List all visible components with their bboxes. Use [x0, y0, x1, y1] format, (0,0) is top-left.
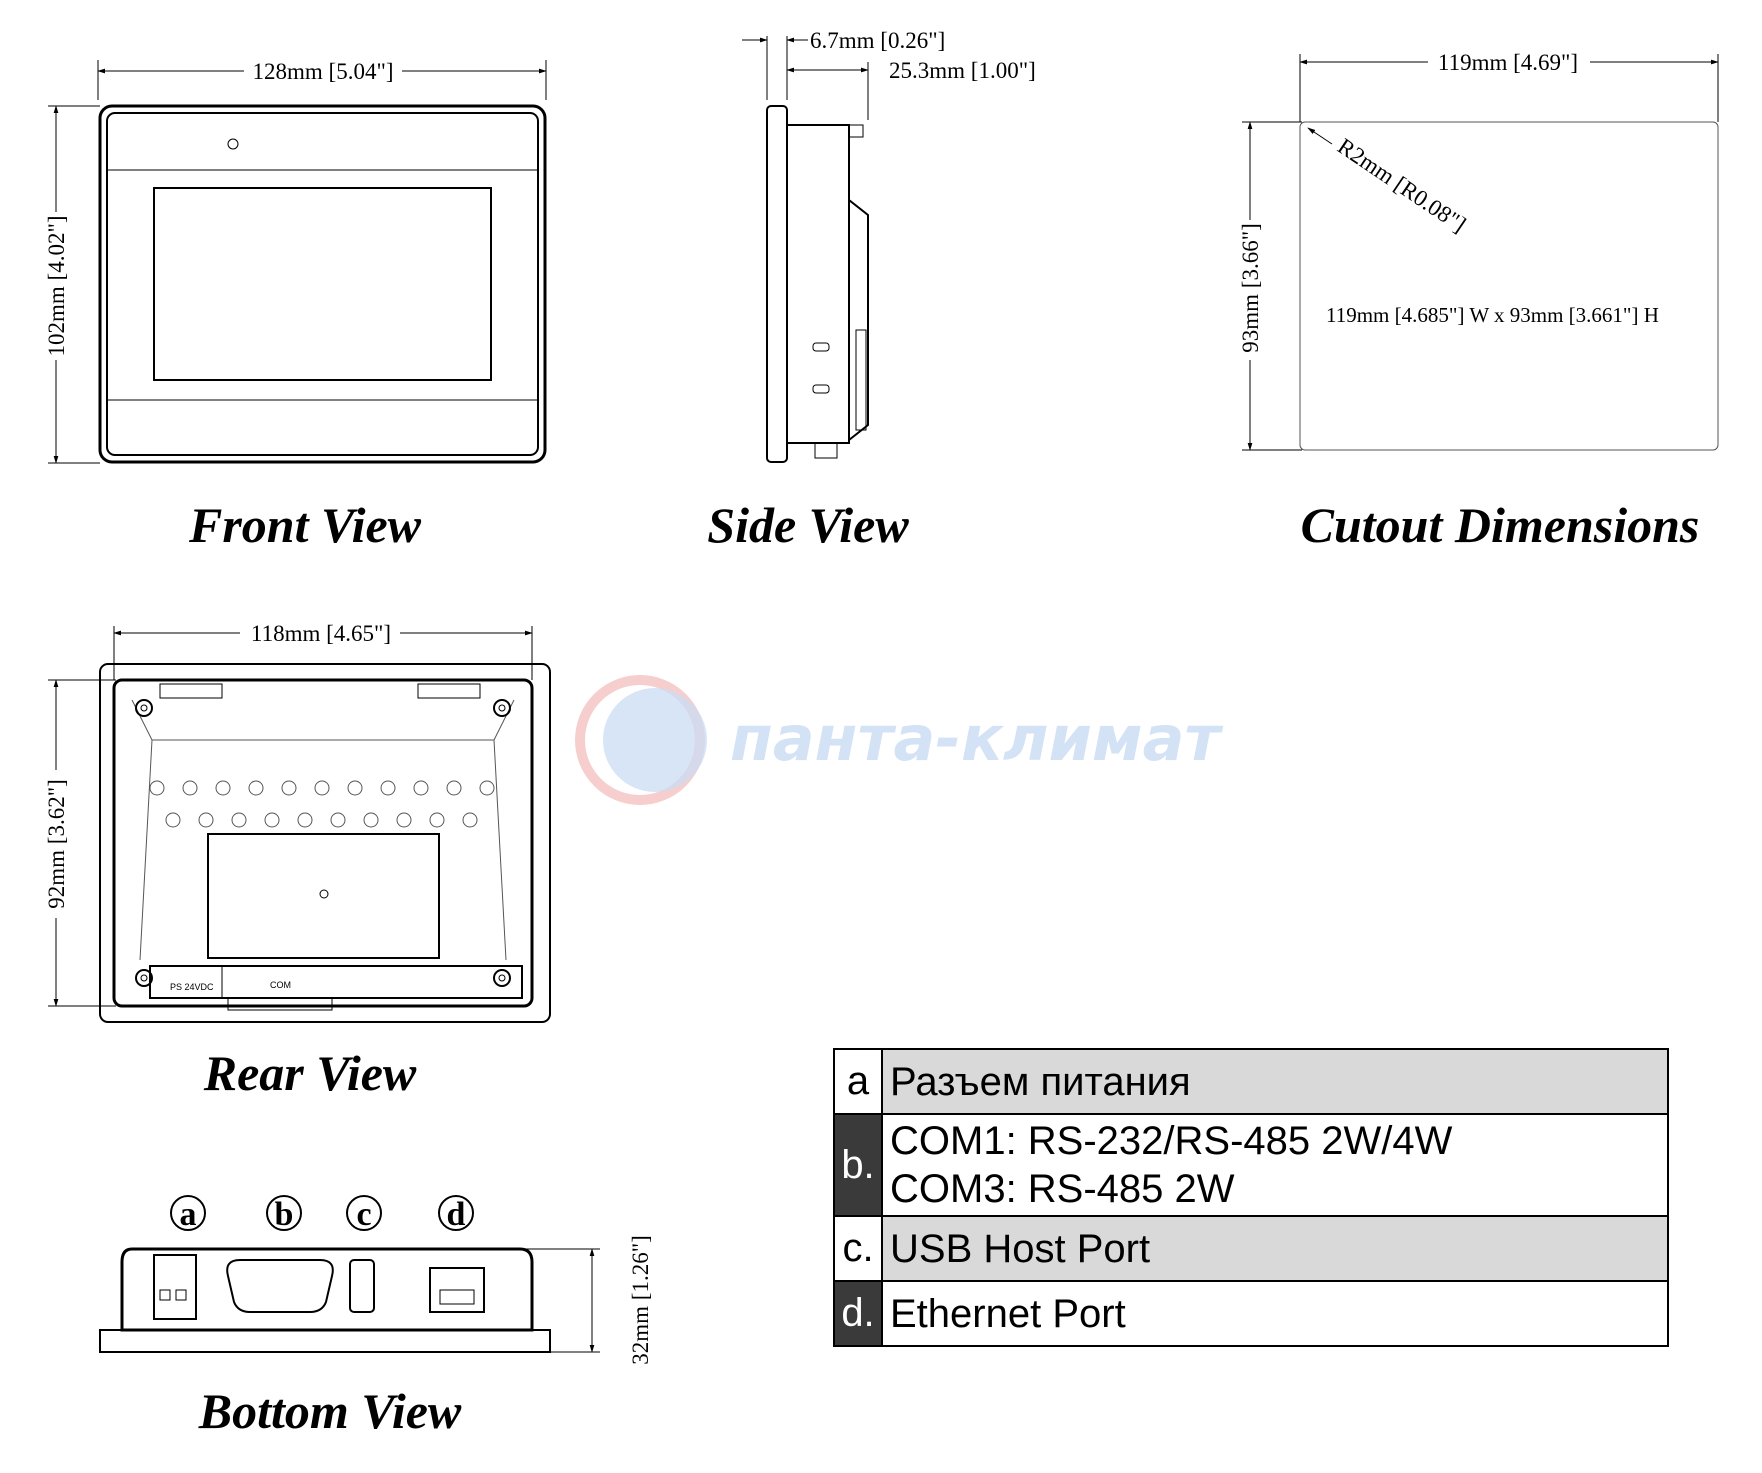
front-width-label: 128mm [5.04"] [252, 59, 394, 84]
legend-row-c [834, 1216, 1668, 1281]
cutout-size-label: 119mm [4.685"] W x 93mm [3.661"] H [1326, 303, 1659, 327]
rear-view [44, 621, 550, 1101]
legend-value-b [882, 1114, 1668, 1216]
legend-value-b-line-1: COM1: RS-232/RS-485 2W/4W [890, 1119, 1453, 1163]
vent-hole [166, 813, 180, 827]
front-view [44, 59, 546, 553]
vent-hole [348, 781, 362, 795]
watermark-text: панта-климат [730, 702, 1221, 775]
bottom-height-label: 32mm [1.26"] [628, 1235, 653, 1365]
legend-value-b-line-2: COM3: RS-485 2W [890, 1167, 1235, 1211]
rear-width-label: 118mm [4.65"] [250, 621, 392, 646]
cutout-radius-label: R2mm [R0.08"] [1333, 133, 1471, 238]
vent-hole [298, 813, 312, 827]
legend-value-d: Ethernet Port [882, 1281, 1668, 1346]
side-view [707, 28, 1035, 553]
vent-hole [199, 813, 213, 827]
watermark [580, 680, 1223, 800]
vent-hole [447, 781, 461, 795]
cutout-caption: Cutout Dimensions [1300, 497, 1700, 553]
rear-height-label: 92mm [3.62"] [44, 779, 69, 909]
legend-row-b [834, 1114, 1668, 1216]
vent-hole [331, 813, 345, 827]
legend-key-b: b. [834, 1114, 882, 1216]
vent-hole [315, 781, 329, 795]
vent-hole [183, 781, 197, 795]
cutout-width-label: 119mm [4.69"] [1437, 50, 1579, 75]
cutout-height-label: 93mm [3.66"] [1238, 223, 1263, 353]
vent-hole [397, 813, 411, 827]
vent-hole [216, 781, 230, 795]
rear-view-caption: Rear View [203, 1045, 417, 1101]
cutout-dimensions [1238, 50, 1718, 553]
side-depth-1-label: 6.7mm [0.26"] [810, 28, 946, 53]
legend-key-d: d. [834, 1281, 882, 1346]
vent-hole [463, 813, 477, 827]
callout-b-text: b [274, 1196, 294, 1233]
side-depth-2-label: 25.3mm [1.00"] [889, 58, 1036, 83]
vent-hole [265, 813, 279, 827]
callout-a-text: a [179, 1196, 197, 1233]
vent-hole [150, 781, 164, 795]
port-legend-table [833, 1048, 1669, 1347]
vent-hole [381, 781, 395, 795]
legend-row-d [834, 1281, 1668, 1346]
rear-power-port-label: PS 24VDC [170, 982, 214, 992]
legend-key-a: a [834, 1049, 882, 1114]
front-height-label: 102mm [4.02"] [44, 215, 69, 357]
legend-key-c: c. [834, 1216, 882, 1281]
vent-hole [430, 813, 444, 827]
legend-row-a [834, 1049, 1668, 1114]
bottom-view [100, 1196, 653, 1439]
legend-value-a: Разъем питания [882, 1049, 1668, 1114]
vent-hole [282, 781, 296, 795]
front-view-caption: Front View [188, 497, 422, 553]
callout-c-text: c [356, 1196, 372, 1233]
vent-hole [249, 781, 263, 795]
callout-d-text: d [446, 1196, 466, 1233]
vent-hole [480, 781, 494, 795]
side-view-caption: Side View [707, 497, 909, 553]
vent-hole [232, 813, 246, 827]
vent-holes [150, 781, 494, 827]
rear-com-port-label: COM [270, 980, 291, 990]
vent-hole [364, 813, 378, 827]
vent-hole [414, 781, 428, 795]
legend-value-c: USB Host Port [882, 1216, 1668, 1281]
bottom-view-caption: Bottom View [198, 1383, 462, 1439]
